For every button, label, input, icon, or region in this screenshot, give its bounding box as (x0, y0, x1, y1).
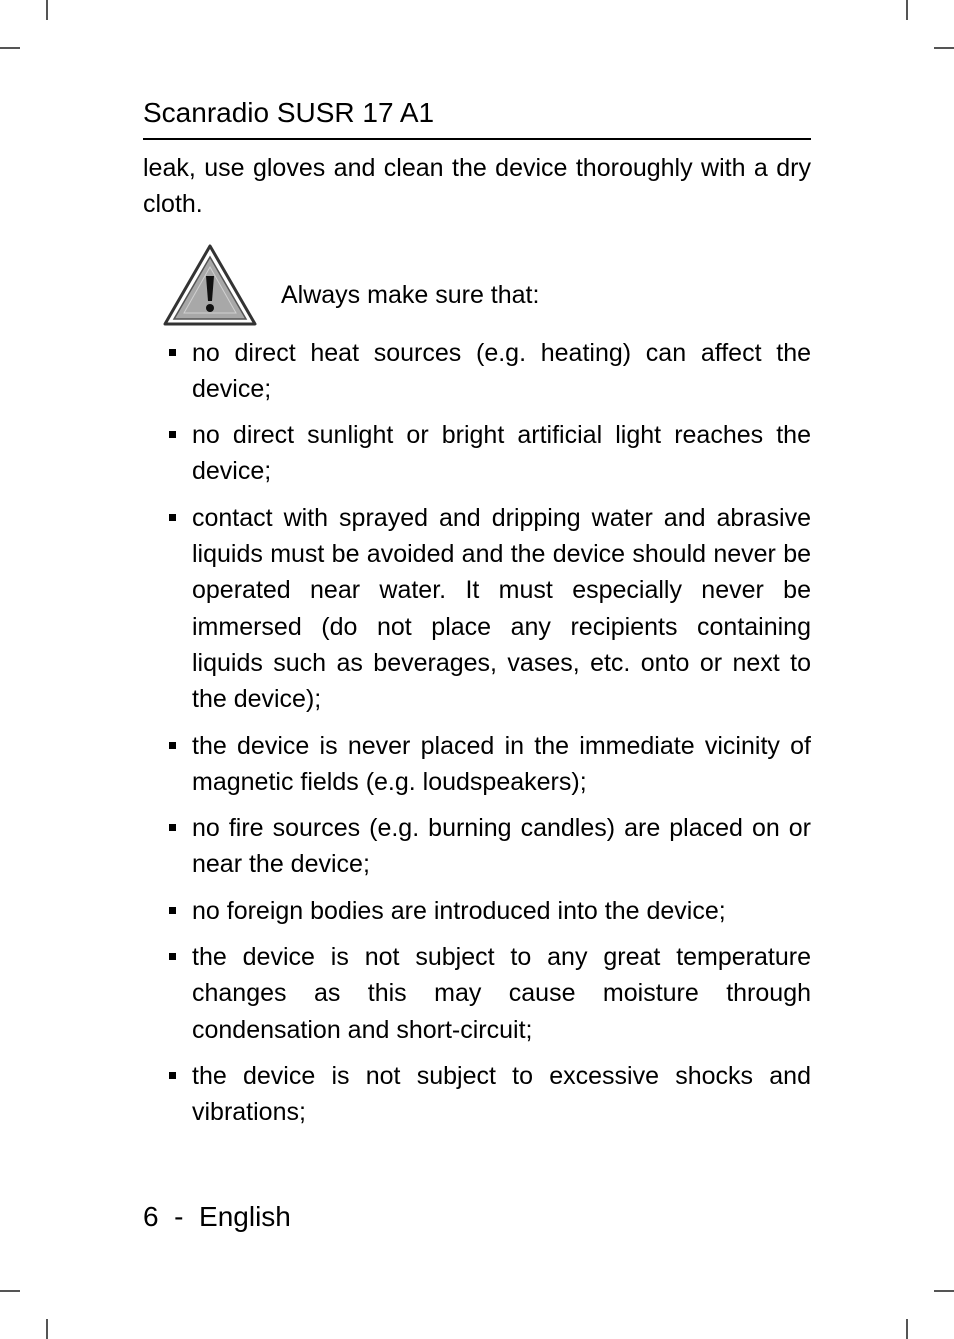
footer-separator: - (174, 1201, 184, 1232)
crop-mark-bottom-right-h (934, 1290, 954, 1292)
page-number: 6 (143, 1201, 159, 1232)
crop-mark-bottom-left-v (46, 1319, 48, 1339)
footer-language: English (199, 1201, 291, 1232)
warning-triangle-icon (162, 243, 258, 327)
list-item-text: the device is not subject to any great temperature changes as this may cause moisture through condensation and short-circuit; (192, 943, 811, 1044)
list-item-text: contact with sprayed and dripping water and abrasive liquids must be avoided and the device should never be operated near water. It must especially never be immersed (do not place any recipients containing liquids such as beverages, vases, etc. onto or next to the device); (192, 503, 811, 714)
bullet-icon (169, 907, 176, 914)
bullet-icon (169, 824, 176, 831)
crop-mark-bottom-left-h (0, 1290, 20, 1292)
list-item (143, 810, 811, 883)
list-item-text: no fire sources (e.g. burning candles) are placed on or near the device; (192, 814, 811, 879)
list-item (143, 939, 811, 1048)
list-item (143, 335, 811, 408)
bullet-icon (169, 742, 176, 749)
page-footer (143, 1200, 291, 1234)
list-item-text: no direct sunlight or bright artificial light reaches the device; (192, 421, 811, 486)
list-item-text: the device is not subject to excessive shocks and vibrations; (192, 1061, 811, 1127)
bullet-icon (169, 953, 176, 960)
bullet-icon (169, 514, 176, 521)
list-item-text: no direct heat sources (e.g. heating) can affect the device; (192, 338, 811, 403)
page-header (143, 96, 811, 140)
list-item (143, 500, 811, 718)
page-content (143, 150, 811, 1141)
list-item (143, 893, 811, 929)
list-item (143, 1058, 811, 1131)
crop-mark-top-left-h (0, 47, 20, 49)
crop-mark-top-right-v (906, 0, 908, 20)
bullet-icon (169, 349, 176, 356)
warning-block (143, 241, 811, 335)
manual-title: Scanradio SUSR 17 A1 (143, 97, 435, 128)
warning-heading: Always make sure that: (281, 280, 540, 309)
safety-list (143, 335, 811, 1131)
list-item (143, 417, 811, 490)
crop-mark-bottom-right-v (906, 1319, 908, 1339)
list-item (143, 728, 811, 801)
intro-paragraph: leak, use gloves and clean the device thoroughly with a dry cloth. (143, 154, 811, 219)
list-item-text: no foreign bodies are introduced into the device; (192, 896, 726, 925)
bullet-icon (169, 1072, 176, 1079)
bullet-icon (169, 431, 176, 438)
list-item-text: the device is never placed in the immediate vicinity of magnetic fields (e.g. loudspeakers); (192, 731, 811, 796)
crop-mark-top-left-v (46, 0, 48, 20)
crop-mark-top-right-h (934, 47, 954, 49)
